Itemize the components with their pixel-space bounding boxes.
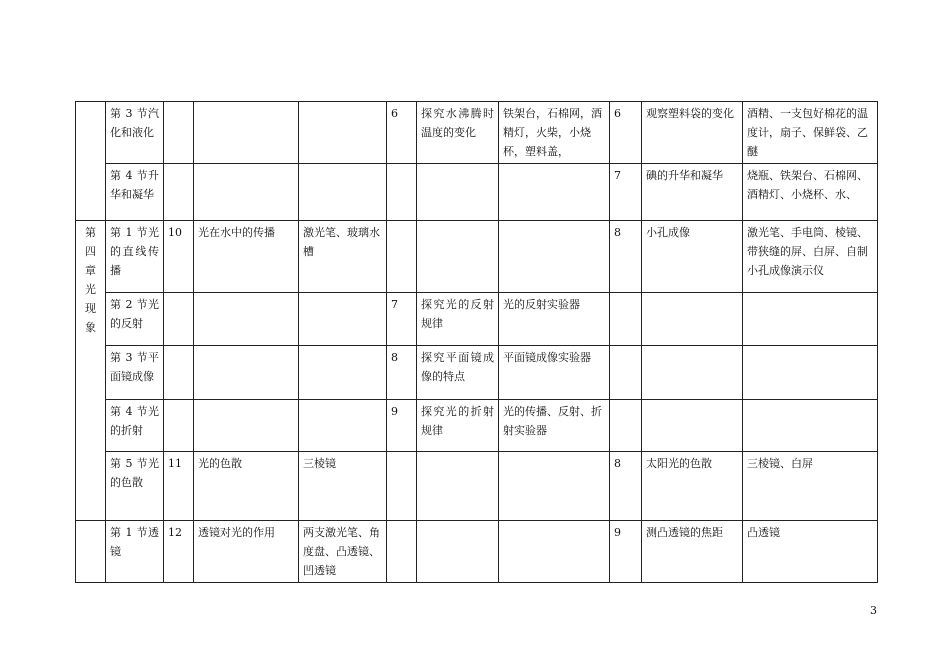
table-row [76, 346, 878, 400]
inquiry-number-cell [387, 452, 417, 521]
inquiry-experiment-cell: 探究平面镜成像的特点 [417, 346, 499, 400]
inquiry-experiment-cell [417, 452, 499, 521]
inquiry-number-cell: 7 [387, 293, 417, 346]
demo-materials-cell: 烧瓶、铁架台、石棉网、酒精灯、小烧杯、水、 [743, 164, 878, 221]
inquiry-materials-cell [499, 221, 610, 293]
section-cell: 第 4 节光的折射 [106, 400, 164, 452]
section-cell: 第 2 节光的反射 [106, 293, 164, 346]
table-row [76, 221, 878, 293]
inquiry-experiment-cell [417, 221, 499, 293]
demo-experiment-cell: 小孔成像 [642, 221, 743, 293]
table-row [76, 293, 878, 346]
chapter-cell-blank [76, 521, 106, 583]
chapter-cell-blank [76, 102, 106, 221]
group-experiment-cell [194, 164, 299, 221]
demo-number-cell [610, 400, 642, 452]
inquiry-materials-cell [499, 452, 610, 521]
demo-materials-cell [743, 400, 878, 452]
group-number-cell [164, 102, 194, 164]
demo-number-cell [610, 346, 642, 400]
demo-number-cell: 7 [610, 164, 642, 221]
inquiry-experiment-cell [417, 521, 499, 583]
inquiry-number-cell: 9 [387, 400, 417, 452]
page-number: 3 [870, 604, 877, 617]
group-number-cell: 12 [164, 521, 194, 583]
demo-number-cell: 6 [610, 102, 642, 164]
inquiry-number-cell [387, 221, 417, 293]
inquiry-materials-cell [499, 164, 610, 221]
group-number-cell: 11 [164, 452, 194, 521]
table-row [76, 164, 878, 221]
inquiry-materials-cell [499, 521, 610, 583]
inquiry-materials-cell: 铁架台，石棉网，酒精灯，火柴，小烧杯，塑料盖， [499, 102, 610, 164]
section-cell: 第 3 节汽化和液化 [106, 102, 164, 164]
inquiry-number-cell [387, 164, 417, 221]
demo-experiment-cell [642, 400, 743, 452]
table-row [76, 400, 878, 452]
inquiry-number-cell: 8 [387, 346, 417, 400]
demo-experiment-cell [642, 346, 743, 400]
demo-experiment-cell: 观察塑料袋的变化 [642, 102, 743, 164]
inquiry-number-cell: 6 [387, 102, 417, 164]
inquiry-experiment-cell [417, 164, 499, 221]
demo-materials-cell: 凸透镜 [743, 521, 878, 583]
section-cell: 第 1 节透镜 [106, 521, 164, 583]
group-experiment-cell: 光在水中的传播 [194, 221, 299, 293]
inquiry-experiment-cell: 探究水沸腾时温度的变化 [417, 102, 499, 164]
demo-experiment-cell [642, 293, 743, 346]
group-number-cell: 10 [164, 221, 194, 293]
group-materials-cell [299, 102, 387, 164]
section-cell: 第 1 节光的直线传播 [106, 221, 164, 293]
group-materials-cell: 三棱镜 [299, 452, 387, 521]
inquiry-materials-cell: 光的反射实验器 [499, 293, 610, 346]
demo-materials-cell [743, 346, 878, 400]
group-experiment-cell [194, 400, 299, 452]
demo-experiment-cell: 碘的升华和凝华 [642, 164, 743, 221]
group-materials-cell: 激光笔、玻璃水槽 [299, 221, 387, 293]
demo-materials-cell [743, 293, 878, 346]
inquiry-experiment-cell: 探究光的折射规律 [417, 400, 499, 452]
inquiry-materials-cell: 平面镜成像实验器 [499, 346, 610, 400]
section-cell: 第 3 节平面镜成像 [106, 346, 164, 400]
experiment-table [75, 101, 878, 583]
group-number-cell [164, 346, 194, 400]
group-experiment-cell: 透镜对光的作用 [194, 521, 299, 583]
table-row [76, 521, 878, 583]
demo-materials-cell: 酒精、一支包好棉花的温度计，扇子、保鲜袋、乙醚 [743, 102, 878, 164]
demo-number-cell: 9 [610, 521, 642, 583]
demo-experiment-cell: 测凸透镜的焦距 [642, 521, 743, 583]
group-materials-cell [299, 164, 387, 221]
demo-number-cell [610, 293, 642, 346]
group-number-cell [164, 164, 194, 221]
group-experiment-cell [194, 102, 299, 164]
demo-number-cell: 8 [610, 221, 642, 293]
group-materials-cell: 两支激光笔、角度盘、凸透镜、凹透镜 [299, 521, 387, 583]
group-number-cell [164, 293, 194, 346]
group-materials-cell [299, 293, 387, 346]
section-cell: 第 4 节升华和凝华 [106, 164, 164, 221]
group-materials-cell [299, 400, 387, 452]
table-row [76, 102, 878, 164]
group-experiment-cell [194, 346, 299, 400]
inquiry-experiment-cell: 探究光的反射规律 [417, 293, 499, 346]
group-materials-cell [299, 346, 387, 400]
inquiry-materials-cell: 光的传播、反射、折射实验器 [499, 400, 610, 452]
inquiry-number-cell [387, 521, 417, 583]
demo-materials-cell: 激光笔、手电筒、棱镜、带狭缝的屏、白屏、自制小孔成像演示仪 [743, 221, 878, 293]
demo-experiment-cell: 太阳光的色散 [642, 452, 743, 521]
demo-number-cell: 8 [610, 452, 642, 521]
group-number-cell [164, 400, 194, 452]
chapter-title: 第四章光现象 [76, 221, 106, 521]
demo-materials-cell: 三棱镜、白屏 [743, 452, 878, 521]
group-experiment-cell [194, 293, 299, 346]
section-cell: 第 5 节光的色散 [106, 452, 164, 521]
table-row [76, 452, 878, 521]
group-experiment-cell: 光的色散 [194, 452, 299, 521]
